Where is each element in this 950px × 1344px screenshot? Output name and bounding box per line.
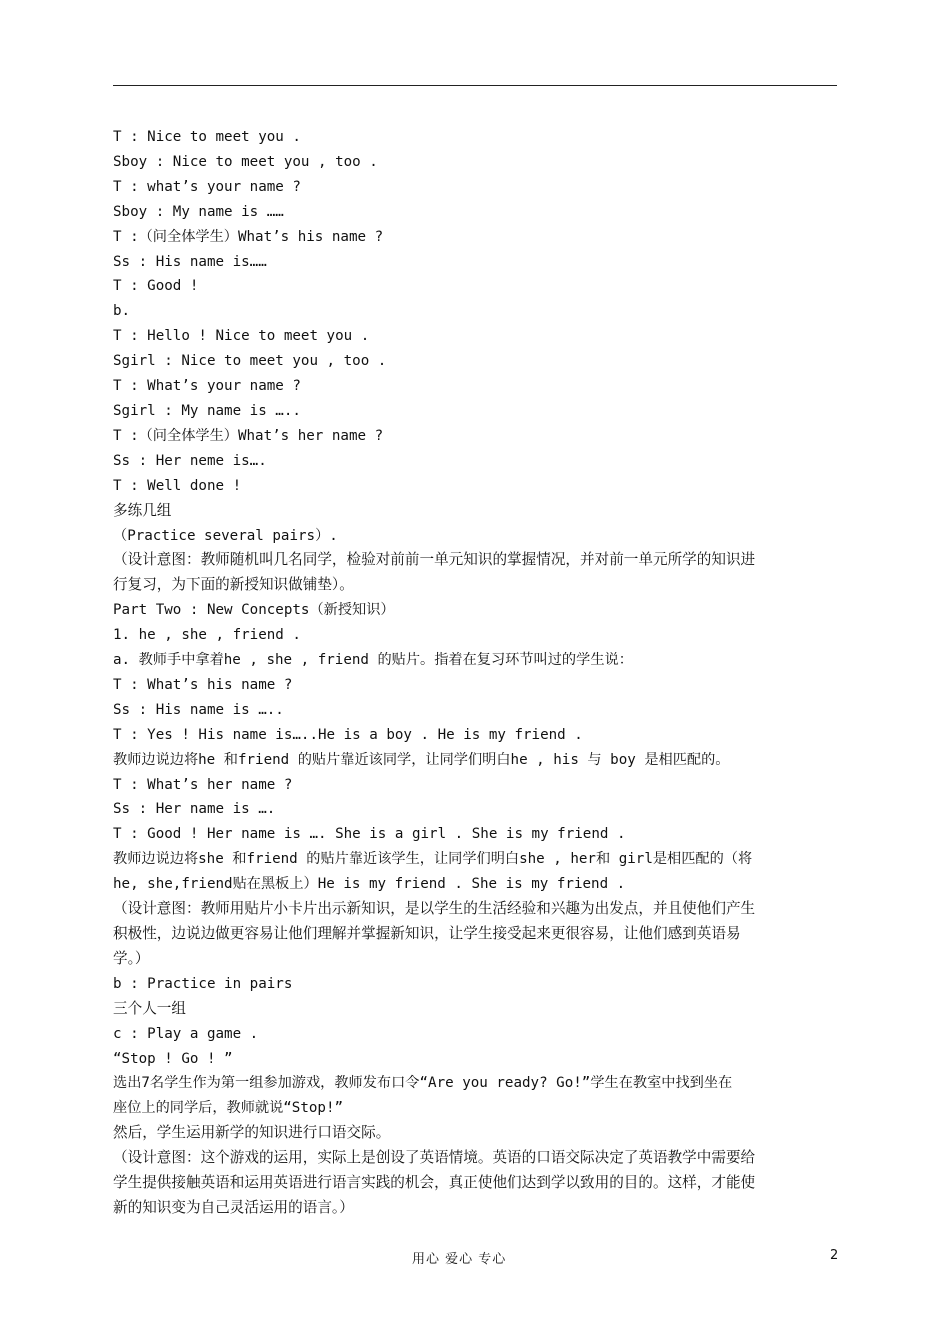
document-body (113, 125, 839, 1221)
text-line: 座位上的同学后，教师就说“Stop!” (113, 1100, 344, 1117)
text-line: T : What’s his name ? (113, 676, 293, 693)
text-line: “Stop ! Go ! ” (113, 1050, 233, 1067)
text-line: T : Hello ! Nice to meet you . (113, 328, 370, 345)
text-line: 学生提供接触英语和运用英语进行语言实践的机会，真正使他们达到学以致用的目的。这样，才能使 (113, 1174, 756, 1192)
text-line: T :（问全体学生）What’s her name ? (113, 427, 384, 444)
text-line: Ss : Her neme is…. (113, 452, 267, 469)
text-line: 教师边说边将he 和friend 的贴片靠近该同学，让同学们明白he , his 与 boy 是相匹配的。 (113, 751, 730, 768)
page-footer (0, 1248, 950, 1268)
text-line: 三个人一组 (113, 999, 186, 1017)
text-line: Ss : His name is…… (113, 253, 267, 270)
text-line: Sgirl : Nice to meet you , too . (113, 353, 387, 370)
text-line: 积极性，边说边做更容易让他们理解并掌握新知识，让学生接受起来更很容易，让他们感到英语易 (113, 925, 741, 942)
text-line: 学。） (113, 949, 150, 967)
text-line: T : Good ! Her name is …. She is a girl . She is my friend . (113, 826, 626, 843)
text-line: T : What’s her name ? (113, 776, 293, 793)
text-line: Part Two : New Concepts（新授知识） (113, 602, 395, 619)
text-line: he, she,friend贴在黑板上）He is my friend . She is my friend . (113, 876, 626, 893)
text-line: b. (113, 303, 131, 320)
text-line: T : Nice to meet you . (113, 129, 301, 145)
text-line: T : what’s your name ? (113, 178, 301, 195)
text-line: b : Practice in pairs (113, 975, 293, 992)
text-line: T : What’s your name ? (113, 378, 301, 395)
text-line: c : Play a game . (113, 1025, 259, 1042)
text-line: T : Yes ! His name is…..He is a boy . He is my friend . (113, 726, 583, 743)
text-line: 教师边说边将she 和friend 的贴片靠近该学生，让同学们明白she , her和 girl是相匹配的（将 (113, 851, 753, 868)
text-line: （Practice several pairs）. (113, 527, 338, 544)
text-line: Sboy : Nice to meet you , too . (113, 153, 378, 170)
text-line: 然后，学生运用新学的知识进行口语交际。 (113, 1124, 391, 1142)
text-line: T : Good ! (113, 278, 199, 295)
text-line: （设计意图：教师用贴片小卡片出示新知识，是以学生的生活经验和兴趣为出发点，并且使他们产生 (113, 900, 756, 918)
text-line: Sgirl : My name is ….. (113, 402, 301, 419)
text-line: T : Well done ! (113, 477, 242, 494)
text-line: 选出7名学生作为第一组参加游戏，教师发布口令“Are you ready? Go!”学生在教室中找到坐在 (113, 1075, 733, 1092)
footer-text: 用心 爱心 专心 (412, 1252, 507, 1267)
page-number: 2 (830, 1248, 839, 1263)
text-line: a. 教师手中拿着he , she , friend 的贴片。指着在复习环节叫过的学生说： (113, 652, 633, 669)
text-line: 行复习，为下面的新授知识做铺垫）。 (113, 576, 354, 594)
text-line: Ss : Her name is …. (113, 801, 276, 818)
text-line: T :（问全体学生）What’s his name ? (113, 228, 384, 245)
text-line: Sboy : My name is …… (113, 203, 284, 220)
text-line: 多练几组 (113, 501, 172, 519)
header-rule (113, 85, 837, 86)
text-line: （设计意图：教师随机叫几名同学，检验对前前一单元知识的掌握情况，并对前一单元所学的知识进 (113, 551, 756, 569)
text-line: （设计意图：这个游戏的运用，实际上是创设了英语情境。英语的口语交际决定了英语教学中需要给 (113, 1149, 756, 1167)
text-line: 1. he , she , friend . (113, 627, 301, 644)
text-line: Ss : His name is ….. (113, 701, 284, 718)
text-line: 新的知识变为自己灵活运用的语言。） (113, 1198, 354, 1216)
